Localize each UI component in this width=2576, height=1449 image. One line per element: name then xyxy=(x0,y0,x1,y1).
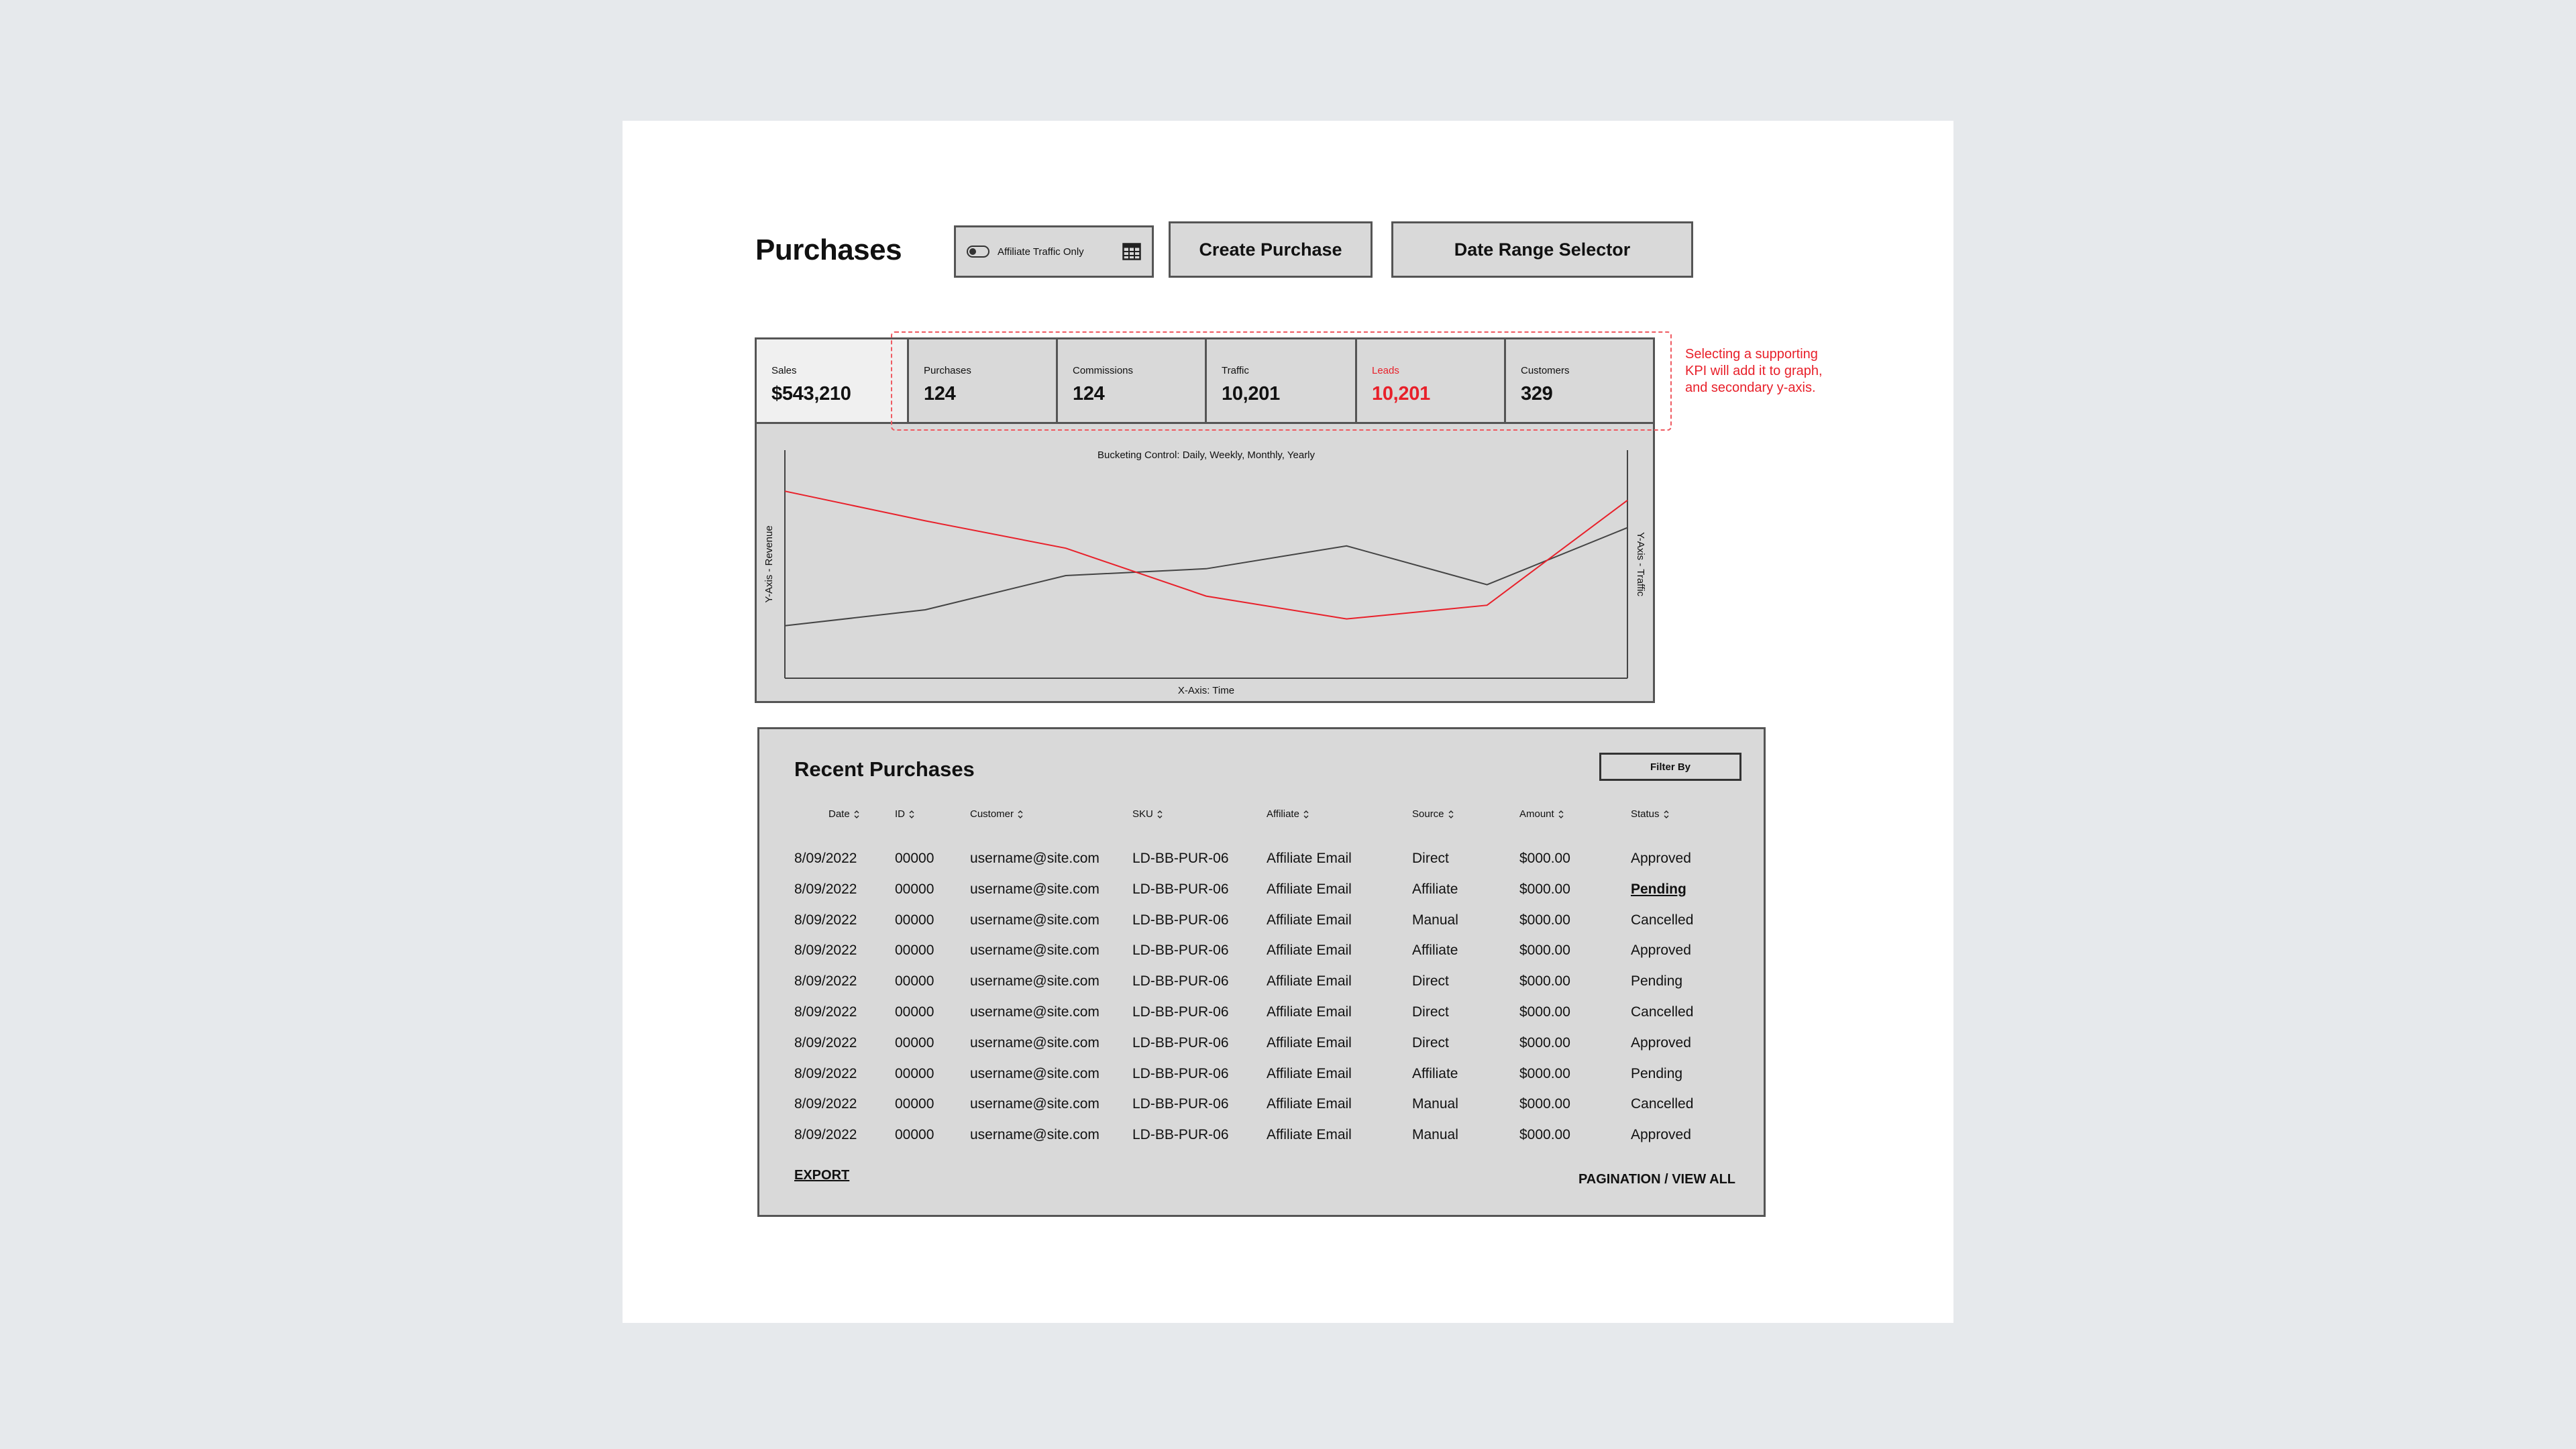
cell-affiliate: Affiliate Email xyxy=(1267,912,1352,928)
cell-affiliate: Affiliate Email xyxy=(1267,973,1352,989)
table-grid-icon[interactable] xyxy=(1122,243,1141,260)
cell-customer: username@site.com xyxy=(970,851,1099,866)
cell-status: Pending xyxy=(1631,973,1683,989)
cell-source: Manual xyxy=(1412,912,1458,928)
column-header-sku[interactable] xyxy=(1132,808,1163,820)
create-purchase-button[interactable]: Create Purchase xyxy=(1169,221,1373,278)
cell-source: Manual xyxy=(1412,1096,1458,1112)
cell-affiliate: Affiliate Email xyxy=(1267,1004,1352,1020)
cell-id: 00000 xyxy=(895,1004,934,1020)
cell-affiliate: Affiliate Email xyxy=(1267,943,1352,959)
kpi-value: 124 xyxy=(1073,383,1105,405)
kpi-label: Leads xyxy=(1372,365,1399,376)
cell-customer: username@site.com xyxy=(970,1034,1099,1051)
y-axis-label-right: Y-Axis - Traffic xyxy=(1635,532,1646,596)
cell-status: Pending xyxy=(1631,1065,1683,1081)
cell-source: Affiliate xyxy=(1412,881,1458,897)
cell-source: Affiliate xyxy=(1412,943,1458,959)
cell-status: Approved xyxy=(1631,943,1691,959)
cell-sku: LD-BB-PUR-06 xyxy=(1132,881,1229,897)
table-row[interactable] xyxy=(759,942,1764,973)
cell-amount: $000.00 xyxy=(1519,943,1570,959)
kpi-label: Traffic xyxy=(1222,365,1249,376)
cell-date: 8/09/2022 xyxy=(794,851,857,866)
table-row[interactable] xyxy=(759,912,1764,943)
toggle-label: Affiliate Traffic Only xyxy=(998,246,1084,258)
kpi-value: 124 xyxy=(924,383,956,405)
cell-sku: LD-BB-PUR-06 xyxy=(1132,1034,1229,1051)
recent-purchases-panel xyxy=(757,727,1766,1217)
cell-status: Approved xyxy=(1631,1034,1691,1051)
sort-icon[interactable] xyxy=(853,809,860,820)
chart-title: Bucketing Control: Daily, Weekly, Monthly, Yearly xyxy=(1097,449,1316,461)
cell-date: 8/09/2022 xyxy=(794,1065,857,1081)
line-chart xyxy=(757,422,1653,701)
table-row[interactable] xyxy=(759,1065,1764,1096)
column-header-label: Status xyxy=(1631,808,1660,820)
toggle-switch-icon[interactable] xyxy=(967,246,989,258)
kpi-label: Purchases xyxy=(924,365,971,376)
cell-id: 00000 xyxy=(895,1034,934,1051)
y-axis-label-left: Y-Axis - Revenue xyxy=(763,525,775,603)
table-row[interactable] xyxy=(759,1004,1764,1034)
cell-status: Approved xyxy=(1631,851,1691,866)
sort-icon[interactable] xyxy=(908,809,915,820)
cell-status: Pending xyxy=(1631,881,1686,897)
cell-source: Direct xyxy=(1412,1034,1449,1051)
cell-customer: username@site.com xyxy=(970,881,1099,897)
column-header-date[interactable] xyxy=(828,808,860,820)
cell-customer: username@site.com xyxy=(970,1127,1099,1143)
table-title: Recent Purchases xyxy=(794,757,975,781)
affiliate-traffic-toggle[interactable] xyxy=(954,225,1154,278)
cell-id: 00000 xyxy=(895,851,934,866)
column-header-label: Affiliate xyxy=(1267,808,1299,820)
kpi-label: Customers xyxy=(1521,365,1570,376)
table-row[interactable] xyxy=(759,881,1764,912)
cell-id: 00000 xyxy=(895,943,934,959)
cell-source: Direct xyxy=(1412,973,1449,989)
cell-id: 00000 xyxy=(895,973,934,989)
export-link[interactable]: EXPORT xyxy=(794,1168,850,1183)
table-row[interactable] xyxy=(759,1034,1764,1065)
kpi-value: $543,210 xyxy=(771,383,851,405)
cell-amount: $000.00 xyxy=(1519,912,1570,928)
cell-customer: username@site.com xyxy=(970,973,1099,989)
cell-sku: LD-BB-PUR-06 xyxy=(1132,1004,1229,1020)
column-header-label: ID xyxy=(895,808,905,820)
cell-date: 8/09/2022 xyxy=(794,1034,857,1051)
cell-date: 8/09/2022 xyxy=(794,1096,857,1112)
sort-icon[interactable] xyxy=(1303,809,1309,820)
cell-date: 8/09/2022 xyxy=(794,1127,857,1143)
cell-date: 8/09/2022 xyxy=(794,881,857,897)
cell-affiliate: Affiliate Email xyxy=(1267,1065,1352,1081)
column-header-label: Date xyxy=(828,808,850,820)
column-header-label: Amount xyxy=(1519,808,1554,820)
column-header-status[interactable] xyxy=(1631,808,1670,820)
cell-sku: LD-BB-PUR-06 xyxy=(1132,943,1229,959)
column-header-label: Customer xyxy=(970,808,1014,820)
cell-sku: LD-BB-PUR-06 xyxy=(1132,1065,1229,1081)
kpi-label: Commissions xyxy=(1073,365,1134,376)
pagination-view-all-link[interactable]: PAGINATION / VIEW ALL xyxy=(1578,1172,1735,1187)
kpi-annotation-note: Selecting a supporting KPI will add it to graph, and secondary y-axis. xyxy=(1685,347,1823,395)
cell-affiliate: Affiliate Email xyxy=(1267,1096,1352,1112)
cell-id: 00000 xyxy=(895,1127,934,1143)
sort-icon[interactable] xyxy=(1663,809,1670,820)
cell-affiliate: Affiliate Email xyxy=(1267,881,1352,897)
series-line-1 xyxy=(785,491,1627,619)
cell-sku: LD-BB-PUR-06 xyxy=(1132,912,1229,928)
cell-affiliate: Affiliate Email xyxy=(1267,1127,1352,1143)
kpi-value: 10,201 xyxy=(1222,383,1280,405)
cell-status: Approved xyxy=(1631,1127,1691,1143)
cell-status: Cancelled xyxy=(1631,912,1694,928)
cell-sku: LD-BB-PUR-06 xyxy=(1132,1127,1229,1143)
cell-affiliate: Affiliate Email xyxy=(1267,1034,1352,1051)
table-row[interactable] xyxy=(759,1095,1764,1126)
cell-id: 00000 xyxy=(895,912,934,928)
cell-date: 8/09/2022 xyxy=(794,973,857,989)
kpi-value: 10,201 xyxy=(1372,383,1430,405)
kpi-label: Sales xyxy=(771,365,797,376)
cell-status: Cancelled xyxy=(1631,1004,1694,1020)
cell-amount: $000.00 xyxy=(1519,881,1570,897)
cell-amount: $000.00 xyxy=(1519,1004,1570,1020)
cell-amount: $000.00 xyxy=(1519,1065,1570,1081)
cell-source: Manual xyxy=(1412,1127,1458,1143)
cell-status: Cancelled xyxy=(1631,1096,1694,1112)
table-row[interactable] xyxy=(759,1126,1764,1157)
column-header-affiliate[interactable] xyxy=(1267,808,1309,820)
column-header-label: Source xyxy=(1412,808,1444,820)
sort-icon[interactable] xyxy=(1558,809,1564,820)
column-header-id[interactable] xyxy=(895,808,915,820)
supporting-kpi-highlight xyxy=(891,331,1672,431)
cell-date: 8/09/2022 xyxy=(794,1004,857,1020)
cell-amount: $000.00 xyxy=(1519,851,1570,866)
cell-customer: username@site.com xyxy=(970,1096,1099,1112)
cell-amount: $000.00 xyxy=(1519,973,1570,989)
cell-customer: username@site.com xyxy=(970,1004,1099,1020)
cell-date: 8/09/2022 xyxy=(794,943,857,959)
sort-icon[interactable] xyxy=(1017,809,1024,820)
kpi-value: 329 xyxy=(1521,383,1553,405)
column-header-label: SKU xyxy=(1132,808,1153,820)
cell-source: Direct xyxy=(1412,1004,1449,1020)
cell-sku: LD-BB-PUR-06 xyxy=(1132,1096,1229,1112)
cell-source: Direct xyxy=(1412,851,1449,866)
column-header-customer[interactable] xyxy=(970,808,1024,820)
sort-icon[interactable] xyxy=(1157,809,1163,820)
cell-customer: username@site.com xyxy=(970,912,1099,928)
cell-id: 00000 xyxy=(895,1065,934,1081)
cell-affiliate: Affiliate Email xyxy=(1267,851,1352,866)
x-axis-label: X-Axis: Time xyxy=(1177,685,1235,696)
cell-source: Affiliate xyxy=(1412,1065,1458,1081)
cell-customer: username@site.com xyxy=(970,1065,1099,1081)
sort-icon[interactable] xyxy=(1448,809,1454,820)
kpi-sales[interactable] xyxy=(757,339,907,422)
cell-sku: LD-BB-PUR-06 xyxy=(1132,973,1229,989)
cell-amount: $000.00 xyxy=(1519,1096,1570,1112)
cell-amount: $000.00 xyxy=(1519,1127,1570,1143)
page-title: Purchases xyxy=(755,233,902,266)
cell-date: 8/09/2022 xyxy=(794,912,857,928)
cell-amount: $000.00 xyxy=(1519,1034,1570,1051)
column-header-amount[interactable] xyxy=(1519,808,1564,820)
column-header-source[interactable] xyxy=(1412,808,1454,820)
filter-by-button[interactable]: Filter By xyxy=(1599,753,1741,781)
cell-id: 00000 xyxy=(895,1096,934,1112)
date-range-selector-button[interactable]: Date Range Selector xyxy=(1391,221,1693,278)
cell-sku: LD-BB-PUR-06 xyxy=(1132,851,1229,866)
series-line-0 xyxy=(785,528,1627,626)
table-row[interactable] xyxy=(759,850,1764,881)
cell-id: 00000 xyxy=(895,881,934,897)
cell-customer: username@site.com xyxy=(970,943,1099,959)
table-row[interactable] xyxy=(759,973,1764,1004)
